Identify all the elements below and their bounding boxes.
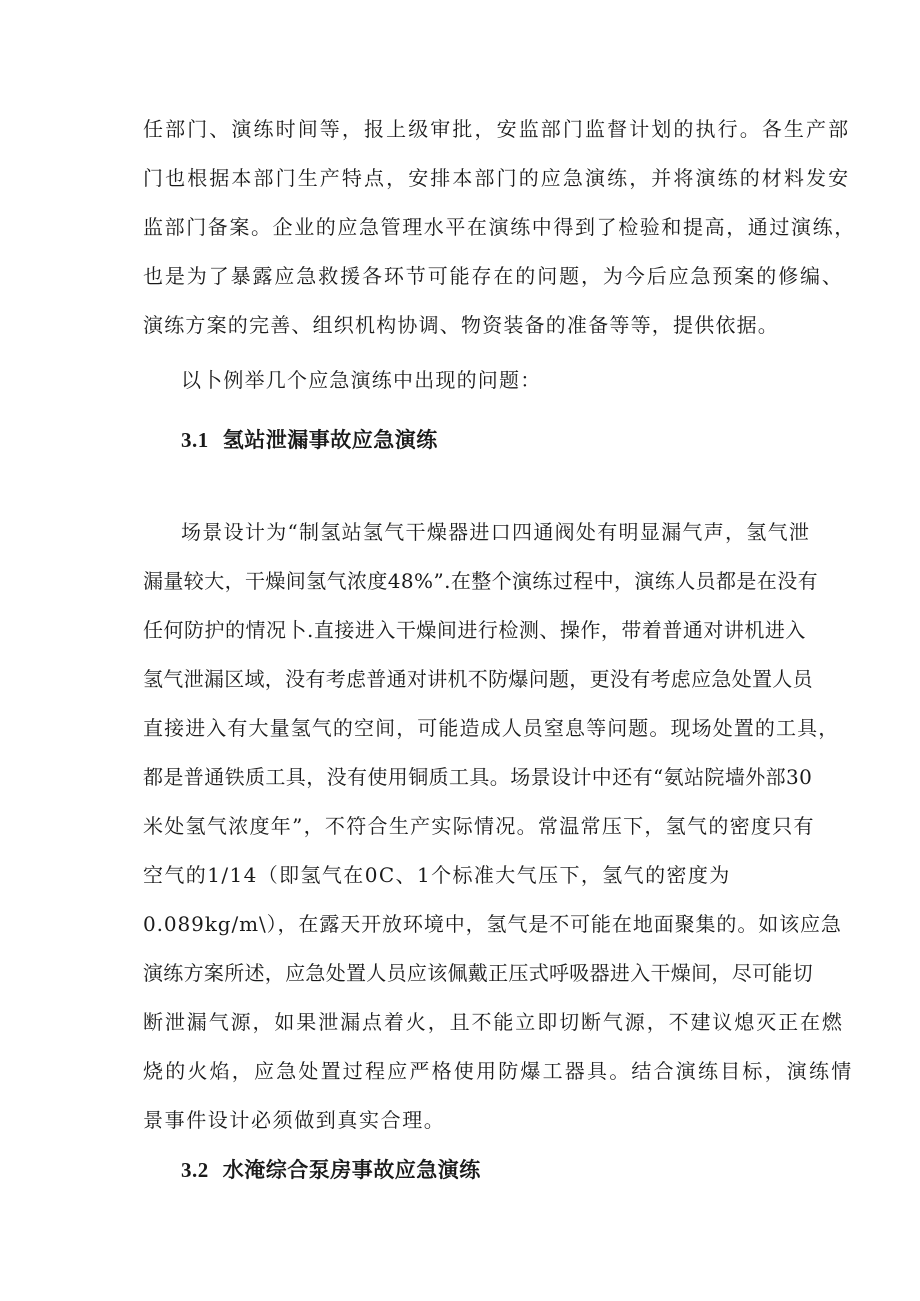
section-1-line-1: 场景设计为“制氢站氢气干燥器进口四通阀处有明显漏气声，氢气泄 [181, 520, 811, 544]
section-1-line-7: 米处氢气浓度年”，不符合生产实际情况。常温常压下，氢气的密度只有 [143, 814, 815, 838]
lead-sentence: 以卜例举几个应急演练中出现的问题： [181, 368, 542, 392]
section-number: 3.1 [181, 428, 209, 452]
intro-line-2: 门也根据本部门生产特点，安排本部门的应急演练，并将演练的材料发安 [143, 166, 851, 190]
section-1-line-4: 氢气泄漏区域，没有考虑普通对讲机不防爆问题，更没有考虑应急处置人员 [143, 667, 813, 691]
section-1-line-12: 烧的火焰，应急处置过程应严格使用防爆工器具。结合演练目标，演练情 [143, 1059, 854, 1083]
section-title: 氢站泄漏事故应急演练 [222, 428, 438, 452]
section-number: 3.2 [181, 1158, 209, 1182]
section-1-line-2: 漏量较大，干燥间氢气浓度48%”.在整个演练过程中，演练人员都是在没有 [143, 569, 819, 593]
intro-line-1: 任部门、演练时间等，报上级审批，安监部门监督计划的执行。各生产部 [143, 117, 851, 141]
section-1-line-6: 都是普通铁质工具，没有使用铜质工具。场景设计中还有“氨站院墙外部30 [143, 765, 813, 789]
section-1-line-13: 景事件设计必须做到真实合理。 [143, 1108, 446, 1132]
intro-line-4: 也是为了暴露应急救援各环节可能存在的问题，为今后应急预案的修编、 [143, 264, 844, 288]
section-1-line-5: 直接进入有大量氢气的空间，可能造成人员窒息等问题。现场处置的工具， [143, 716, 840, 740]
intro-line-5: 演练方案的完善、组织机构协调、物资装备的准备等等，提供依据。 [143, 313, 779, 337]
section-1-line-3: 任何防护的情况卜.直接进入干燥间进行检测、操作，带着普通对讲机进入 [143, 618, 806, 642]
section-1-line-8: 空气的1/14（即氢气在0C、1个标准大气压下，氢气的密度为 [143, 863, 731, 887]
section-1-line-9: 0.089kg∕m\），在露天开放环境中，氢气是不可能在地面聚集的。如该应急 [143, 912, 842, 936]
section-1-line-10: 演练方案所述，应急处置人员应该佩戴正压式呼吸器进入干燥间，尽可能切 [143, 961, 813, 985]
section-title: 水淹综合泵房事故应急演练 [222, 1158, 481, 1182]
section-1-line-11: 断泄漏气源，如果泄漏点着火，且不能立即切断气源，不建议熄灭正在燃 [143, 1010, 844, 1034]
section-heading-3-2 [181, 1155, 481, 1185]
intro-line-3: 监部门备案。企业的应急管理水平在演练中得到了检验和提高，通过演练， [143, 215, 856, 239]
section-heading-3-1 [181, 425, 438, 455]
